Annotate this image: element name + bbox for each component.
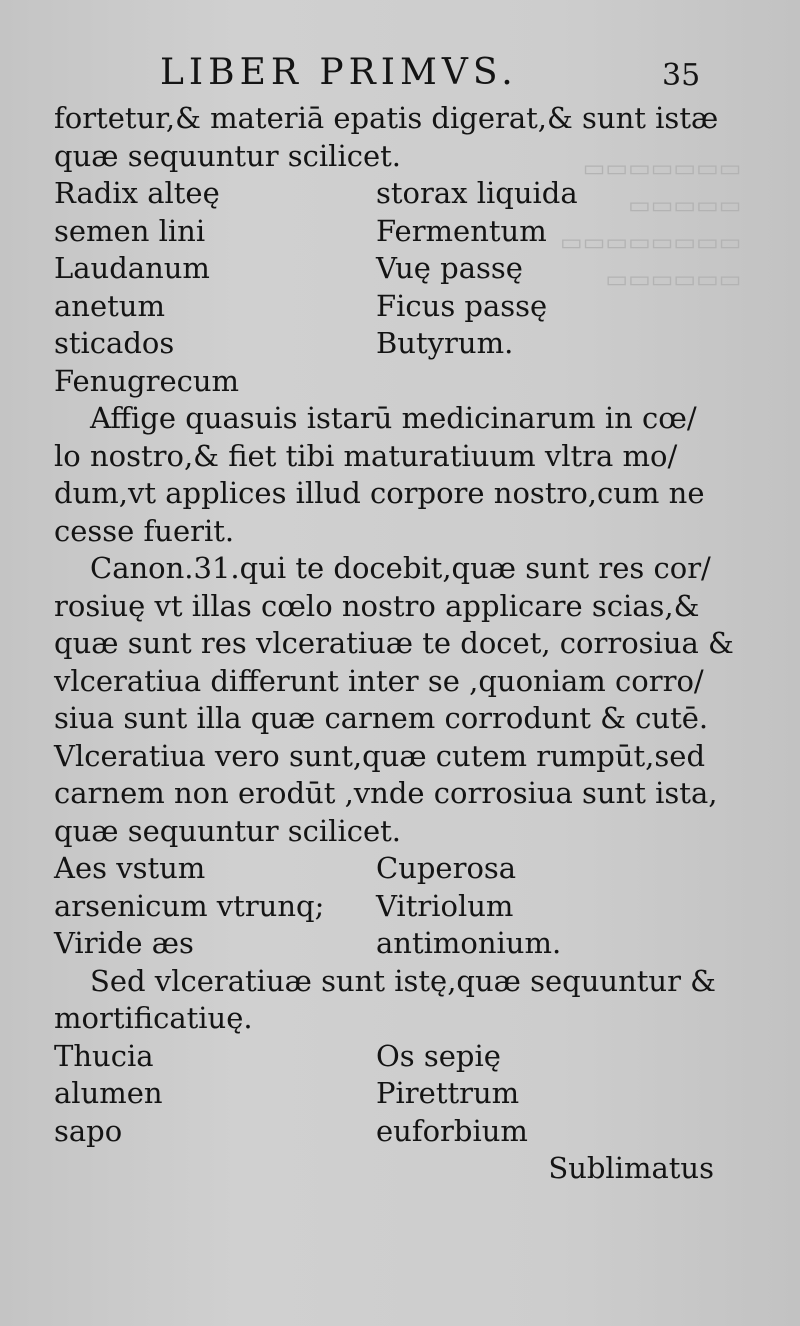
text-line: quæ sunt res vlceratiuæ te docet, corrosiua & (54, 626, 734, 660)
list-item: antimonium. (376, 926, 562, 960)
list-item: Os sepię (376, 1038, 501, 1073)
list-row (54, 850, 714, 888)
text-line: quæ sequuntur scilicet. (54, 813, 401, 848)
list-row (54, 888, 714, 926)
list-item: Fermentum (376, 213, 547, 248)
text-line: Canon.31.qui te docebit,quæ sunt res cor/ (90, 551, 711, 585)
text-line: vlceratiua differunt inter se ,quoniam corro/ (54, 663, 704, 698)
text-line: mortificatiuę. (54, 1001, 253, 1035)
catchword: Sublimatus (548, 1151, 714, 1185)
list-item: Aes vstum (54, 851, 206, 885)
text-line: dum,vt applices illud corpore nostro,cum ne (54, 476, 705, 510)
list-item: arsenicum vtrunq; (54, 888, 325, 923)
text-line: lo nostro,& fiet tibi maturatiuum vltra mo/ (54, 438, 678, 473)
list-item: Cuperosa (376, 851, 517, 885)
list-row (54, 325, 714, 363)
list-item: sticados (54, 326, 175, 360)
list-item: Thucia (54, 1038, 154, 1073)
list-item: Pirettrum (376, 1076, 520, 1110)
list-row (54, 175, 714, 213)
list-row (54, 288, 714, 326)
list-item: sapo (54, 1113, 123, 1148)
ingredient-list-3 (54, 1038, 714, 1151)
list-row (54, 1038, 714, 1076)
list-item: Vitriolum (376, 888, 514, 923)
list-item: Radix alteę (54, 176, 220, 210)
list-row (54, 1075, 714, 1113)
list-row (54, 925, 714, 963)
text-line: fortetur,& materiā epatis digerat,& sunt istæ (54, 101, 719, 135)
list-item: Vuę passę (376, 251, 523, 285)
list-item: Fenugrecum (54, 363, 240, 398)
body-text (54, 100, 734, 1188)
list-item: Viride æs (54, 926, 194, 960)
text-line: Affige quasuis istarū medicinarum in cœ/ (90, 401, 697, 435)
text-line: cesse fuerit. (54, 513, 235, 548)
list-row (54, 1113, 714, 1151)
text-line: siua sunt illa quæ carnem corrodunt & cutē. (54, 701, 709, 735)
list-row (54, 250, 714, 288)
list-item: euforbium (376, 1113, 528, 1148)
list-row (54, 363, 714, 401)
list-item: Laudanum (54, 251, 210, 285)
text-line: quæ sequuntur scilicet. (54, 138, 401, 173)
running-head: LIBER PRIMVS. (160, 52, 518, 93)
list-item: anetum (54, 288, 165, 323)
list-row (54, 213, 714, 251)
text-line: carnem non erodūt ,vnde corrosiua sunt ista, (54, 776, 718, 810)
list-item: alumen (54, 1076, 163, 1110)
show-through-left: ▭▭▭▭▭▭▭ ▭▭▭▭▭ ▭▭▭▭▭▭▭▭ ▭▭▭▭▭▭ (560, 154, 742, 293)
page-number: 35 (662, 58, 701, 93)
list-item: Ficus passę (376, 288, 548, 323)
text-line: rosiuę vt illas cœlo nostro applicare scias,& (54, 588, 700, 623)
text-line: Sed vlceratiuæ sunt istę,quæ sequuntur & (90, 963, 716, 998)
list-item: storax liquida (376, 176, 578, 210)
ingredient-list-2 (54, 850, 714, 963)
ingredient-list-1 (54, 175, 714, 400)
text-line: Vlceratiua vero sunt,quæ cutem rumpūt,sed (54, 738, 706, 773)
list-item: Butyrum. (376, 326, 514, 360)
list-item: semen lini (54, 213, 206, 248)
